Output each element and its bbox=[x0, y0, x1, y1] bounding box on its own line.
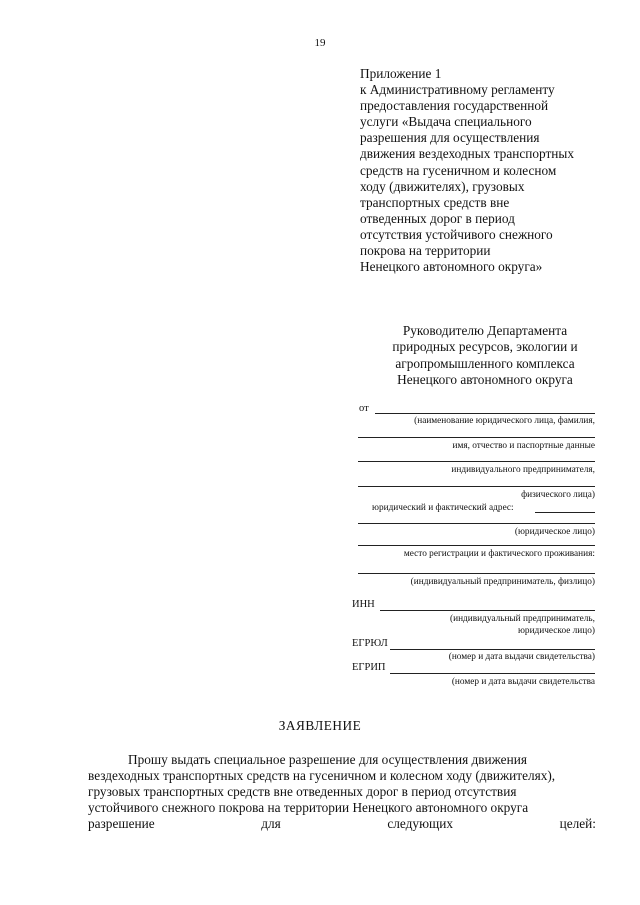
appendix-line: Приложение 1 bbox=[360, 66, 442, 81]
addressee-line: Руководителю Департамента bbox=[402, 323, 568, 338]
residence-caption: (индивидуальный предприниматель, физлицо) bbox=[410, 577, 595, 587]
appendix-line: транспортных средств вне bbox=[360, 194, 510, 210]
appendix-line: к Административному регламенту bbox=[360, 82, 555, 98]
entrepreneur-caption: индивидуального предпринимателя, bbox=[451, 465, 595, 475]
appendix-line: ходу (движителях), грузовых bbox=[360, 178, 525, 194]
addressee-block bbox=[360, 323, 610, 388]
address-line-inline[interactable] bbox=[535, 512, 595, 513]
addressee-line: агропромышленного комплекса bbox=[395, 355, 575, 371]
body-line: Прошу выдать специальное разрешение для осуществления движения bbox=[128, 752, 527, 767]
egrul-label: ЕГРЮЛ bbox=[352, 638, 388, 649]
addressee-line: Ненецкого автономного округа bbox=[397, 371, 573, 387]
egrip-caption: (номер и дата выдачи свидетельства bbox=[451, 677, 595, 687]
body-line: грузовых транспортных средств вне отведенных дорог в период отсутствия bbox=[88, 784, 517, 799]
appendix-line: движения вездеходных транспортных bbox=[360, 146, 574, 162]
appendix-header bbox=[360, 66, 610, 275]
inn-caption-1: (индивидуальный предприниматель, bbox=[450, 614, 595, 624]
egrul-caption: (номер и дата выдачи свидетельства) bbox=[448, 652, 595, 662]
inn-label: ИНН bbox=[352, 599, 375, 610]
applicant-name-caption: (наименование юридического лица, фамилия, bbox=[414, 416, 595, 426]
appendix-line: покрова на территории bbox=[360, 243, 491, 259]
residence-label: место регистрации и фактического проживания: bbox=[403, 549, 595, 559]
appendix-line: предоставления государственной bbox=[360, 98, 549, 114]
egrul-line[interactable] bbox=[390, 649, 595, 650]
body-line: вездеходных транспортных средств на гусеничном и колесном ходу (движителях), bbox=[88, 768, 556, 783]
addressee-line: природных ресурсов, экологии и bbox=[392, 339, 578, 355]
appendix-line: разрешения для осуществления bbox=[360, 130, 540, 146]
entrepreneur-line[interactable] bbox=[358, 461, 595, 462]
appendix-line: отсутствия устойчивого снежного bbox=[360, 226, 553, 242]
document-title: ЗАЯВЛЕНИЕ bbox=[278, 718, 362, 733]
from-label: от bbox=[359, 403, 369, 414]
appendix-line: отведенных дорог в период bbox=[360, 210, 515, 226]
body-word: целей: bbox=[559, 816, 596, 831]
application-body bbox=[88, 752, 596, 832]
appendix-line: Ненецкого автономного округа» bbox=[360, 259, 543, 275]
body-word: следующих bbox=[387, 816, 454, 831]
individual-caption: физического лица) bbox=[521, 490, 595, 500]
egrip-label: ЕГРИП bbox=[352, 662, 386, 673]
applicant-passport-line[interactable] bbox=[358, 437, 595, 438]
inn-line[interactable] bbox=[380, 610, 595, 611]
applicant-name-line[interactable] bbox=[375, 413, 595, 414]
address-label: юридический и фактический адрес: bbox=[372, 503, 514, 513]
body-line: устойчивого снежного покрова на территории Ненецкого автономного округа bbox=[88, 800, 529, 815]
page-number: 19 bbox=[314, 37, 326, 49]
residence-line[interactable] bbox=[358, 573, 595, 574]
residence-top-line[interactable] bbox=[358, 545, 595, 546]
egrip-line[interactable] bbox=[390, 673, 595, 674]
appendix-line: средств на гусеничном и колесном bbox=[360, 162, 557, 178]
individual-line[interactable] bbox=[358, 486, 595, 487]
address-line[interactable] bbox=[358, 523, 595, 524]
appendix-line: услуги «Выдача специального bbox=[360, 114, 532, 130]
inn-caption-2: юридическое лицо) bbox=[517, 626, 595, 636]
body-word: для bbox=[261, 816, 281, 831]
body-line-last bbox=[88, 816, 596, 832]
legal-entity-caption: (юридическое лицо) bbox=[514, 527, 595, 537]
body-word: разрешение bbox=[88, 816, 155, 831]
applicant-passport-caption: имя, отчество и паспортные данные bbox=[452, 441, 595, 451]
